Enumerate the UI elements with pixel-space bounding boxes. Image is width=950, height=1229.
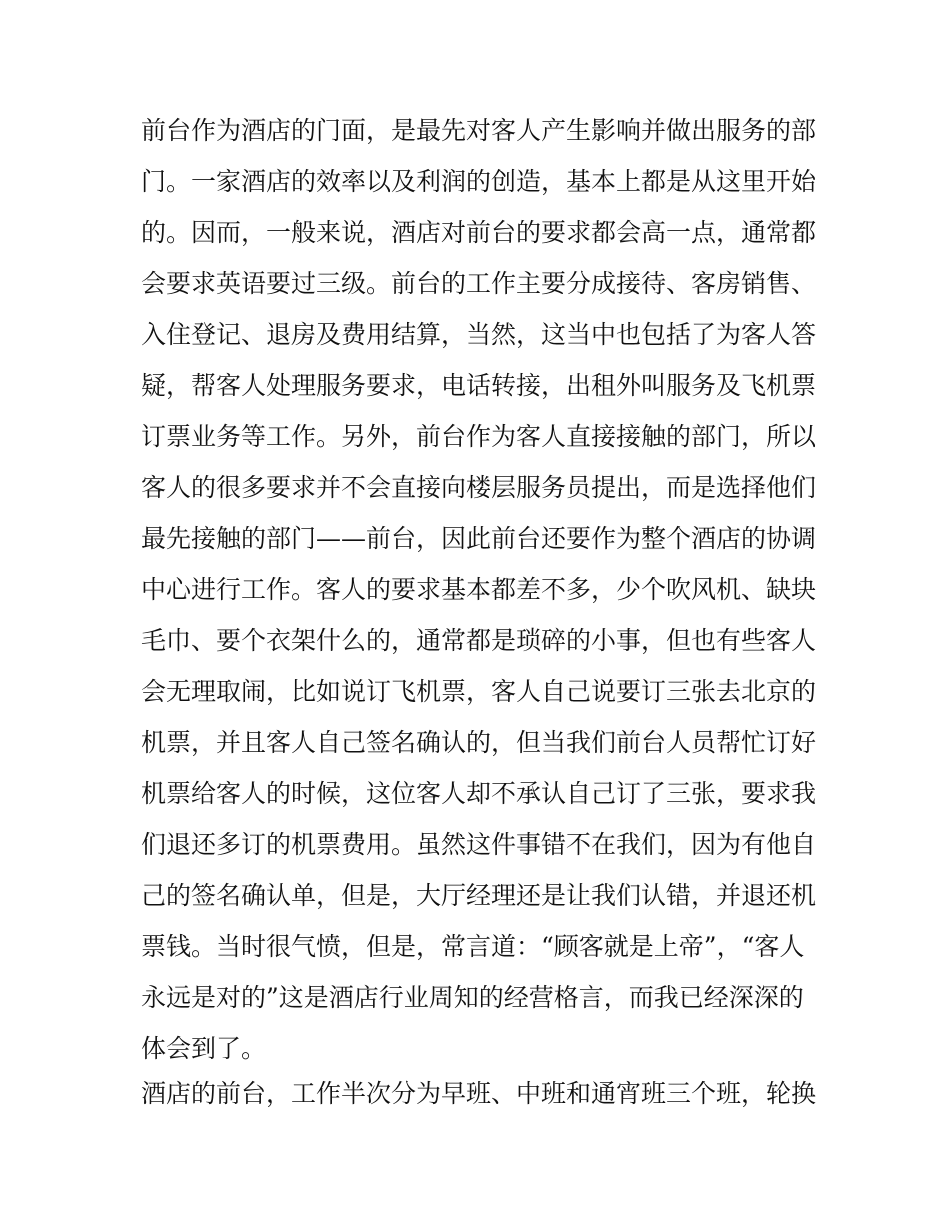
text-line: 中心进行工作。客人的要求基本都差不多，少个吹风机、缺块 — [141, 575, 817, 604]
text-line: 订票业务等工作。另外，前台作为客人直接接触的部门，所以 — [141, 422, 817, 451]
text-line: 最先接触的部门——前台，因此前台还要作为整个酒店的协调 — [141, 524, 817, 553]
text-line: 毛巾、要个衣架什么的，通常都是琐碎的小事，但也有些客人 — [141, 626, 817, 655]
paragraph-2 — [141, 1068, 821, 1119]
text-line: 体会到了。 — [141, 1034, 267, 1063]
text-line: 们退还多订的机票费用。虽然这件事错不在我们，因为有他自 — [141, 830, 817, 859]
text-line: 的。因而，一般来说，酒店对前台的要求都会高一点，通常都 — [141, 218, 817, 247]
text-line: 客人的很多要求并不会直接向楼层服务员提出，而是选择他们 — [141, 473, 817, 502]
text-line: 会要求英语要过三级。前台的工作主要分成接待、客房销售、 — [141, 269, 817, 298]
text-line: 永远是对的”这是酒店行业周知的经营格言，而我已经深深的 — [141, 983, 804, 1012]
text-line: 疑，帮客人处理服务要求，电话转接，出租外叫服务及飞机票 — [141, 371, 817, 400]
paragraph-1 — [141, 105, 821, 1074]
text-line: 门。一家酒店的效率以及利润的创造，基本上都是从这里开始 — [141, 167, 817, 196]
text-line: 机票给客人的时候，这位客人却不承认自己订了三张，要求我 — [141, 779, 817, 808]
text-line: 酒店的前台，工作半次分为早班、中班和通宵班三个班，轮换 — [141, 1079, 817, 1108]
text-line: 前台作为酒店的门面，是最先对客人产生影响并做出服务的部 — [141, 116, 817, 145]
text-line: 会无理取闹，比如说订飞机票，客人自己说要订三张去北京的 — [141, 677, 817, 706]
text-line: 机票，并且客人自己签名确认的，但当我们前台人员帮忙订好 — [141, 728, 817, 757]
text-line: 票钱。当时很气愤，但是，常言道：“顾客就是上帝”，“客人 — [141, 932, 805, 961]
text-line: 己的签名确认单，但是，大厅经理还是让我们认错，并退还机 — [141, 881, 817, 910]
text-line: 入住登记、退房及费用结算，当然，这当中也包括了为客人答 — [141, 320, 817, 349]
